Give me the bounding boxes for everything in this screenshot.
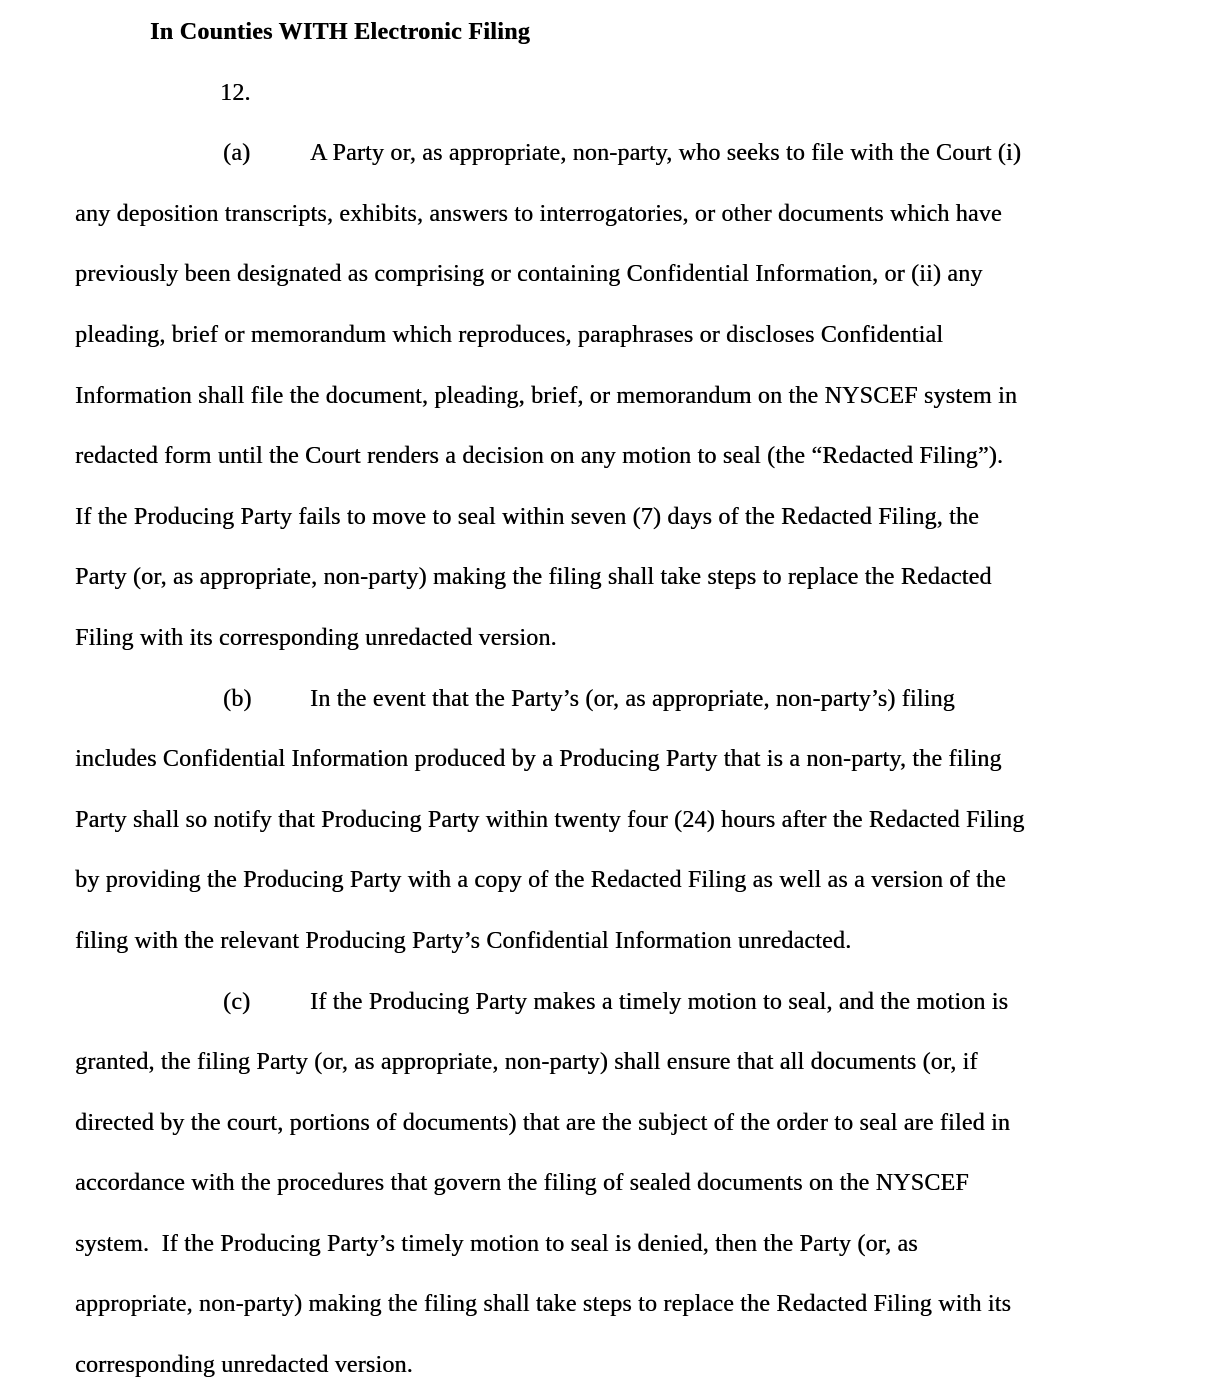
paragraph-a-line-3: previously been designated as comprising or containing Confidential Information, or (ii) any bbox=[75, 261, 983, 288]
paragraph-b-line-4: by providing the Producing Party with a copy of the Redacted Filing as well as a version of the bbox=[75, 867, 1006, 894]
paragraph-c-line-5: system. If the Producing Party’s timely motion to seal is denied, then the Party (or, as bbox=[75, 1230, 918, 1257]
line-text: A Party or, as appropriate, non-party, who seeks to file with the Court (i) bbox=[310, 140, 1021, 167]
paragraph-c-line-6: appropriate, non-party) making the filing shall take steps to replace the Redacted Filing with its bbox=[75, 1291, 1012, 1318]
paragraph-a-label: (a) bbox=[223, 140, 251, 167]
paragraph-a-line-6: redacted form until the Court renders a decision on any motion to seal (the “Redacted Filing”). bbox=[75, 443, 1004, 470]
paragraph-c-line-1 bbox=[75, 972, 1193, 1033]
paragraph-b-line-1 bbox=[75, 669, 1193, 730]
paragraph-c-label: (c) bbox=[223, 988, 251, 1015]
paragraph-b-line-5: filing with the relevant Producing Party’s Confidential Information unredacted. bbox=[75, 927, 852, 954]
paragraph-c-line-2: granted, the filing Party (or, as appropriate, non-party) shall ensure that all documents (or, if bbox=[75, 1049, 978, 1076]
line-text: In the event that the Party’s (or, as appropriate, non-party’s) filing bbox=[310, 685, 955, 712]
paragraph-a-line-2: any deposition transcripts, exhibits, answers to interrogatories, or other documents which have bbox=[75, 200, 1002, 227]
paragraph-a-line-8: Party (or, as appropriate, non-party) making the filing shall take steps to replace the Redacted bbox=[75, 564, 992, 591]
paragraph-a-line-9: Filing with its corresponding unredacted version. bbox=[75, 624, 557, 651]
section-number: 12. bbox=[220, 79, 251, 106]
paragraph-a-line-1 bbox=[75, 123, 1193, 184]
paragraph-c-line-3: directed by the court, portions of documents) that are the subject of the order to seal are filed in bbox=[75, 1109, 1011, 1136]
paragraph-a-line-7: If the Producing Party fails to move to seal within seven (7) days of the Redacted Filing, the bbox=[75, 503, 979, 530]
paragraph-b-line-2: includes Confidential Information produced by a Producing Party that is a non-party, the filing bbox=[75, 746, 1002, 773]
paragraph-c-line-4: accordance with the procedures that govern the filing of sealed documents on the NYSCEF bbox=[75, 1170, 969, 1197]
paragraph-b-line-3: Party shall so notify that Producing Party within twenty four (24) hours after the Redacted Filing bbox=[75, 806, 1025, 833]
paragraph-a-line-4: pleading, brief or memorandum which reproduces, paraphrases or discloses Confidential bbox=[75, 321, 944, 348]
paragraph-a-line-5: Information shall file the document, pleading, brief, or memorandum on the NYSCEF system in bbox=[75, 382, 1018, 409]
line-text: If the Producing Party makes a timely motion to seal, and the motion is bbox=[310, 988, 1009, 1015]
document-text-block bbox=[75, 2, 1193, 1396]
document-heading: In Counties WITH Electronic Filing bbox=[150, 19, 531, 45]
paragraph-b-label: (b) bbox=[223, 685, 252, 712]
paragraph-c-line-7: corresponding unredacted version. bbox=[75, 1352, 413, 1379]
